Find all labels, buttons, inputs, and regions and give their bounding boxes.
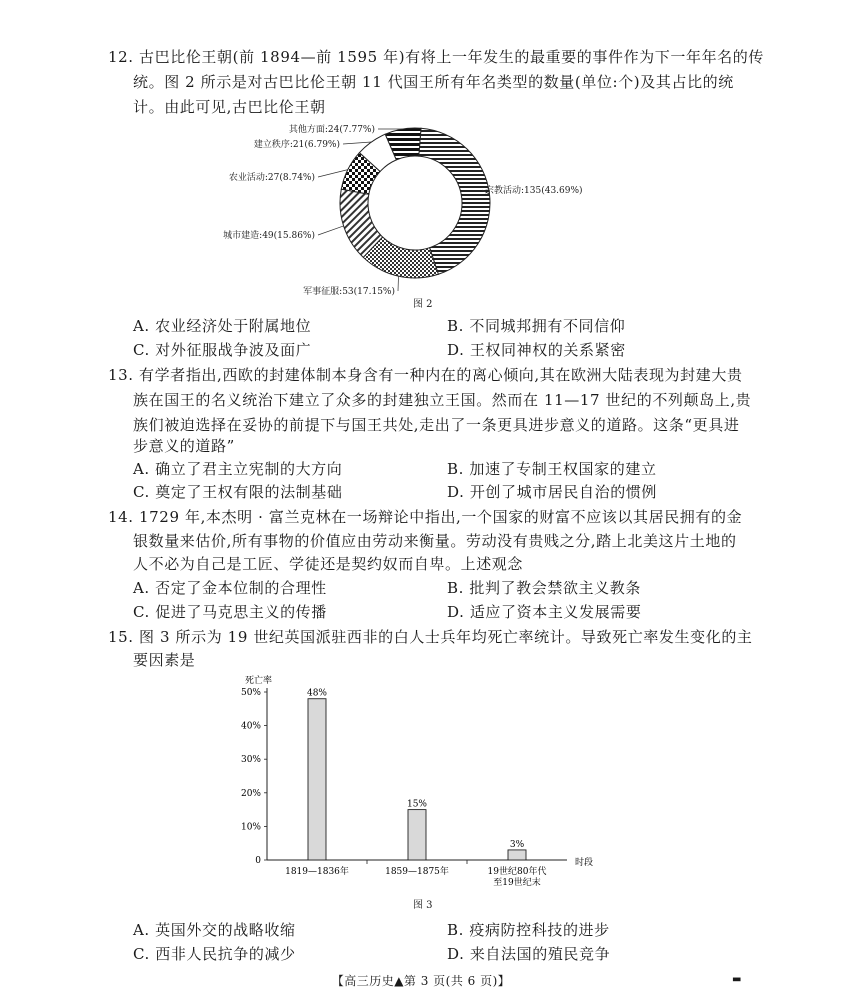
bar [508,850,526,860]
y-tick-label: 30% [240,755,261,766]
q12-option-c: C. 对外征服战争波及面广 [133,341,312,359]
q12-option-d: D. 王权同神权的关系紧密 [447,341,626,359]
q12-option-a: A. 农业经济处于附属地位 [133,317,312,335]
q13-option-a: A. 确立了君主立宪制的大方向 [133,460,343,478]
corner-mark: ▬ [732,974,742,985]
figure-2-caption: 图 2 [413,299,433,310]
donut-leader-line [318,170,348,177]
bar-value-label: 15% [406,799,428,810]
donut-slice-label: 农业活动:27(8.74%) [228,173,315,183]
x-tick-label: 1859—1875年 [385,867,449,877]
bar-value-label: 48% [306,688,328,699]
q15-stem-line: 15. 图 3 所示为 19 世纪英国派驻西非的白人士兵年均死亡率统计。导致死亡率发生变化的主 [108,628,753,646]
q15-option-d: D. 来自法国的殖民竞争 [447,945,611,963]
q12-stem-line: 12. 古巴比伦王朝(前 1894—前 1595 年)有将上一年发生的最重要的事件作为下一年年名的传 [108,48,764,66]
q13-stem-line: 族们被迫选择在妥协的前提下与国王共处,走出了一条更具进步意义的道路。这条“更具进 [133,416,740,434]
x-tick-label: 19世纪80年代 [487,867,547,877]
y-tick-label: 10% [240,822,261,833]
bar [308,699,326,860]
q13-stem-line: 13. 有学者指出,西欧的封建体制本身含有一种内在的离心倾向,其在欧洲大陆表现为封建大贵 [108,366,743,384]
donut-slice-label: 其他方面:24(7.77%) [288,125,375,135]
donut-slice-label: 军事征服:53(17.15%) [303,287,395,297]
q14-option-c: C. 促进了马克思主义的传播 [133,603,327,621]
q14-option-a: A. 否定了金本位制的合理性 [133,579,327,597]
x-tick-label: 1819—1836年 [285,867,349,877]
y-tick-label: 50% [240,688,261,698]
y-tick-label: 20% [240,788,261,799]
figure-3-caption: 图 3 [413,900,433,911]
donut-leader-line [318,226,344,235]
q13-stem-line: 步意义的道路” [133,437,235,455]
q13-option-c: C. 奠定了王权有限的法制基础 [133,483,343,501]
q15-option-c: C. 西非人民抗争的减少 [133,945,296,963]
q14-stem-line: 14. 1729 年,本杰明 · 富兰克林在一场辩论中指出,一个国家的财富不应该以其居民拥有的金 [108,508,743,526]
q13-stem-line: 族在国王的名义统治下建立了众多的封建独立王国。然而在 11—17 世纪的不列颠岛上,贵 [133,391,752,409]
q14-option-d: D. 适应了资本主义发展需要 [447,603,642,621]
page-footer: 【高三历史▲第 3 页(共 6 页)】 [331,974,511,988]
q13-option-b: B. 加速了专制王权国家的建立 [447,460,657,478]
donut-slice-label: 宗教活动:135(43.69%) [485,186,583,196]
donut-leader-line [343,142,371,144]
bar-value-label: 3% [509,839,525,850]
q14-stem-line: 银数量来估价,所有事物的价值应由劳动来衡量。劳动没有贵贱之分,踏上北美这片土地的 [133,532,737,550]
bar-chart-figure-3 [225,668,625,898]
q14-stem-line: 人不必为自己是工匠、学徒还是契约奴而自卑。上述观念 [133,555,524,573]
donut-slice-label: 城市建造:49(15.86%) [223,231,315,241]
q15-option-b: B. 疫病防控科技的进步 [447,921,610,939]
q13-option-d: D. 开创了城市居民自治的惯例 [447,483,658,501]
x-axis-label: 时段 [575,858,594,868]
q15-option-a: A. 英国外交的战略收缩 [133,921,296,939]
y-tick-label: 0 [255,856,261,866]
donut-chart-figure-2 [220,118,640,298]
q12-stem-line: 计。由此可见,古巴比伦王朝 [133,98,326,116]
q14-option-b: B. 批判了教会禁欲主义教条 [447,579,641,597]
bar [408,810,426,860]
q15-stem-line: 要因素是 [133,651,196,669]
q12-stem-line: 统。图 2 所示是对古巴比伦王朝 11 代国王所有年名类型的数量(单位:个)及其占比的统 [133,73,734,91]
y-tick-label: 40% [240,721,261,732]
y-axis-label: 死亡率 [245,676,273,686]
donut-slice-label: 建立秩序:21(6.79%) [253,140,340,150]
x-tick-label: 至19世纪末 [493,878,541,888]
q12-option-b: B. 不同城邦拥有不同信仰 [447,317,626,335]
